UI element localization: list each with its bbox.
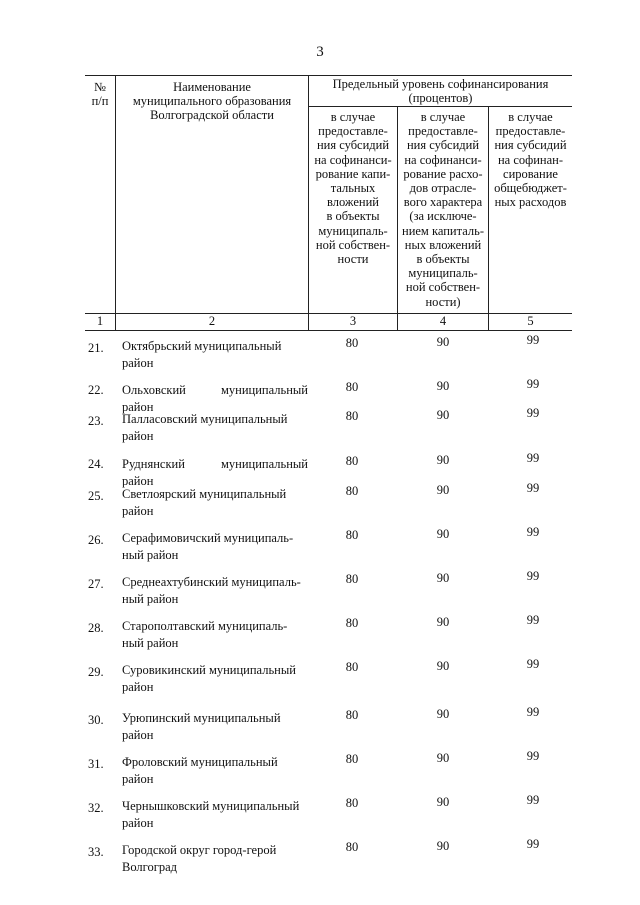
row-municipality-name [122, 710, 308, 744]
header-line: тальных [330, 181, 376, 196]
value-capital: 80 [345, 336, 359, 350]
header-group-title [309, 77, 572, 105]
table-row [0, 525, 640, 570]
header-line: сирование [503, 166, 558, 181]
header-line: предоставле- [318, 124, 388, 139]
value-sectoral: 90 [436, 839, 450, 853]
row-number: 32. [88, 801, 104, 815]
value-general: 99 [526, 705, 540, 719]
table-row [0, 837, 640, 882]
header-line: предоставле- [408, 124, 478, 139]
row-municipality-name [122, 618, 308, 652]
value-capital: 80 [345, 528, 359, 542]
header-col-sectoral [398, 110, 488, 309]
header-line: муниципаль- [318, 223, 388, 238]
value-sectoral: 90 [436, 751, 450, 765]
value-sectoral: 90 [436, 483, 450, 497]
row-number: 27. [88, 577, 104, 591]
header-group-line: (процентов) [408, 91, 473, 106]
row-name-line: Старополтавский муниципаль- [122, 619, 288, 633]
value-general: 99 [526, 333, 540, 347]
header-line: в объекты [416, 252, 470, 267]
row-number: 28. [88, 621, 104, 635]
header-line: рование капи- [315, 166, 391, 181]
page-number: 3 [316, 44, 324, 60]
table-row [0, 749, 640, 794]
row-number: 29. [88, 665, 104, 679]
value-capital: 80 [345, 484, 359, 498]
value-capital: 80 [345, 840, 359, 854]
value-sectoral: 90 [436, 335, 450, 349]
header-line: рование расхо- [403, 166, 483, 181]
row-name-line: район [122, 356, 154, 370]
value-sectoral: 90 [436, 615, 450, 629]
row-name-line: Фроловский муниципальный [122, 755, 278, 769]
value-general: 99 [526, 613, 540, 627]
header-line: в случае [420, 110, 466, 124]
value-capital: 80 [345, 380, 359, 394]
value-sectoral: 90 [436, 707, 450, 721]
value-general: 99 [526, 451, 540, 465]
row-name-line: район [122, 504, 154, 518]
header-col-number-line: № [94, 80, 106, 94]
row-number: 31. [88, 757, 104, 771]
row-number: 23. [88, 414, 104, 428]
row-name-line: район [122, 728, 154, 742]
header-line: в объекты [326, 209, 380, 224]
header-group-line: Предельный уровень софинансирования [332, 77, 549, 91]
column-number-4: 4 [439, 314, 447, 328]
value-capital: 80 [345, 454, 359, 468]
row-name-line: Ольховский муниципальный район [122, 383, 308, 414]
header-col-name [116, 80, 308, 123]
row-number: 21. [88, 341, 104, 355]
value-sectoral: 90 [436, 379, 450, 393]
header-col-number-line: п/п [91, 94, 109, 109]
row-municipality-name [122, 574, 308, 608]
row-name-line: Серафимовичский муниципаль- [122, 531, 294, 545]
header-line: ности [337, 252, 369, 267]
header-line: вого характера [403, 195, 483, 210]
table-row [0, 705, 640, 750]
row-name-line: район [122, 680, 154, 694]
row-municipality-name [122, 486, 308, 520]
row-number: 26. [88, 533, 104, 547]
value-sectoral: 90 [436, 453, 450, 467]
value-capital: 80 [345, 708, 359, 722]
row-name-line: район [122, 816, 154, 830]
value-capital: 80 [345, 796, 359, 810]
row-number: 24. [88, 457, 104, 471]
value-sectoral: 90 [436, 571, 450, 585]
row-number: 25. [88, 489, 104, 503]
header-line: ных вложений [404, 237, 482, 252]
value-general: 99 [526, 377, 540, 391]
group-header-divider [308, 106, 572, 107]
table-top-line [85, 75, 572, 76]
header-line: предоставле- [495, 124, 566, 139]
row-municipality-name [122, 338, 308, 372]
row-name-line: ный район [122, 636, 179, 650]
row-municipality-name [122, 842, 308, 876]
header-line: ной собствен- [315, 237, 391, 252]
row-municipality-name [122, 798, 308, 832]
row-number: 22. [88, 383, 104, 397]
value-capital: 80 [345, 616, 359, 630]
header-line: общебюджет- [494, 181, 567, 196]
value-capital: 80 [345, 409, 359, 423]
column-number-1: 1 [96, 314, 104, 328]
header-line: ных расходов [494, 195, 567, 210]
row-name-line: ный район [122, 592, 179, 606]
table-row [0, 333, 640, 378]
header-col-general [489, 110, 572, 209]
header-line: на софинанси- [314, 152, 392, 167]
value-general: 99 [526, 793, 540, 807]
row-number: 30. [88, 713, 104, 727]
table-row [0, 657, 640, 702]
header-line: ния субсидий [494, 138, 567, 153]
column-number-bottom-line [85, 330, 572, 331]
row-municipality-name [122, 754, 308, 788]
value-sectoral: 90 [436, 795, 450, 809]
header-line: ной собствен- [405, 280, 481, 295]
value-sectoral: 90 [436, 527, 450, 541]
header-line: в случае [508, 110, 553, 124]
header-line: вложений [326, 195, 379, 210]
value-general: 99 [526, 657, 540, 671]
value-general: 99 [526, 481, 540, 495]
value-capital: 80 [345, 572, 359, 586]
header-col-number [85, 80, 115, 108]
header-line: нием капиталь- [402, 223, 484, 238]
header-col-name-line: муниципального образования [132, 94, 292, 109]
header-line: на софинанси- [404, 152, 482, 167]
row-name-line: Среднеахтубинский муниципаль- [122, 575, 301, 589]
header-line: муниципаль- [408, 266, 478, 281]
row-name-line: Палласовский муниципальный [122, 412, 288, 426]
row-name-line: ный район [122, 548, 179, 562]
header-col-capital [309, 110, 397, 266]
column-number-3: 3 [349, 314, 357, 328]
row-municipality-name [122, 456, 308, 490]
row-name-line: район [122, 429, 154, 443]
value-capital: 80 [345, 660, 359, 674]
header-line: (за исключе- [409, 209, 477, 224]
row-number: 33. [88, 845, 104, 859]
row-municipality-name [122, 411, 308, 445]
header-line: дов отрасле- [409, 181, 477, 196]
header-line: ния субсидий [316, 138, 390, 153]
header-line: ности) [425, 294, 461, 309]
row-municipality-name [122, 662, 308, 696]
value-sectoral: 90 [436, 659, 450, 673]
value-general: 99 [526, 525, 540, 539]
row-name-line: Урюпинский муниципальный [122, 711, 281, 725]
header-line: на софинан- [497, 152, 564, 167]
header-col-name-line: Волгоградской области [150, 108, 274, 123]
row-name-line: Городской округ город-герой [122, 843, 277, 857]
row-name-line: Октябрьский муниципальный [122, 339, 282, 353]
header-line: в случае [330, 110, 376, 124]
value-sectoral: 90 [436, 408, 450, 422]
row-municipality-name [122, 530, 308, 564]
value-general: 99 [526, 569, 540, 583]
header-line: ния субсидий [406, 138, 480, 153]
row-name-line: Суровикинский муниципальный [122, 663, 296, 677]
row-name-line: Волгоград [122, 860, 178, 874]
table-row [0, 613, 640, 658]
value-general: 99 [526, 406, 540, 420]
value-general: 99 [526, 749, 540, 763]
value-general: 99 [526, 837, 540, 851]
table-row [0, 793, 640, 838]
row-name-line: Чернышковский муниципальный [122, 799, 300, 813]
row-name-line: Светлоярский муниципальный [122, 487, 287, 501]
column-number-2: 2 [208, 314, 216, 328]
table-row [0, 406, 640, 451]
header-col-name-line: Наименованиe [173, 80, 251, 94]
row-name-line: район [122, 772, 154, 786]
table-row [0, 569, 640, 614]
table-row [0, 481, 640, 526]
column-number-5: 5 [527, 314, 534, 328]
row-name-line: Руднянский муниципальный район [122, 457, 308, 488]
value-capital: 80 [345, 752, 359, 766]
